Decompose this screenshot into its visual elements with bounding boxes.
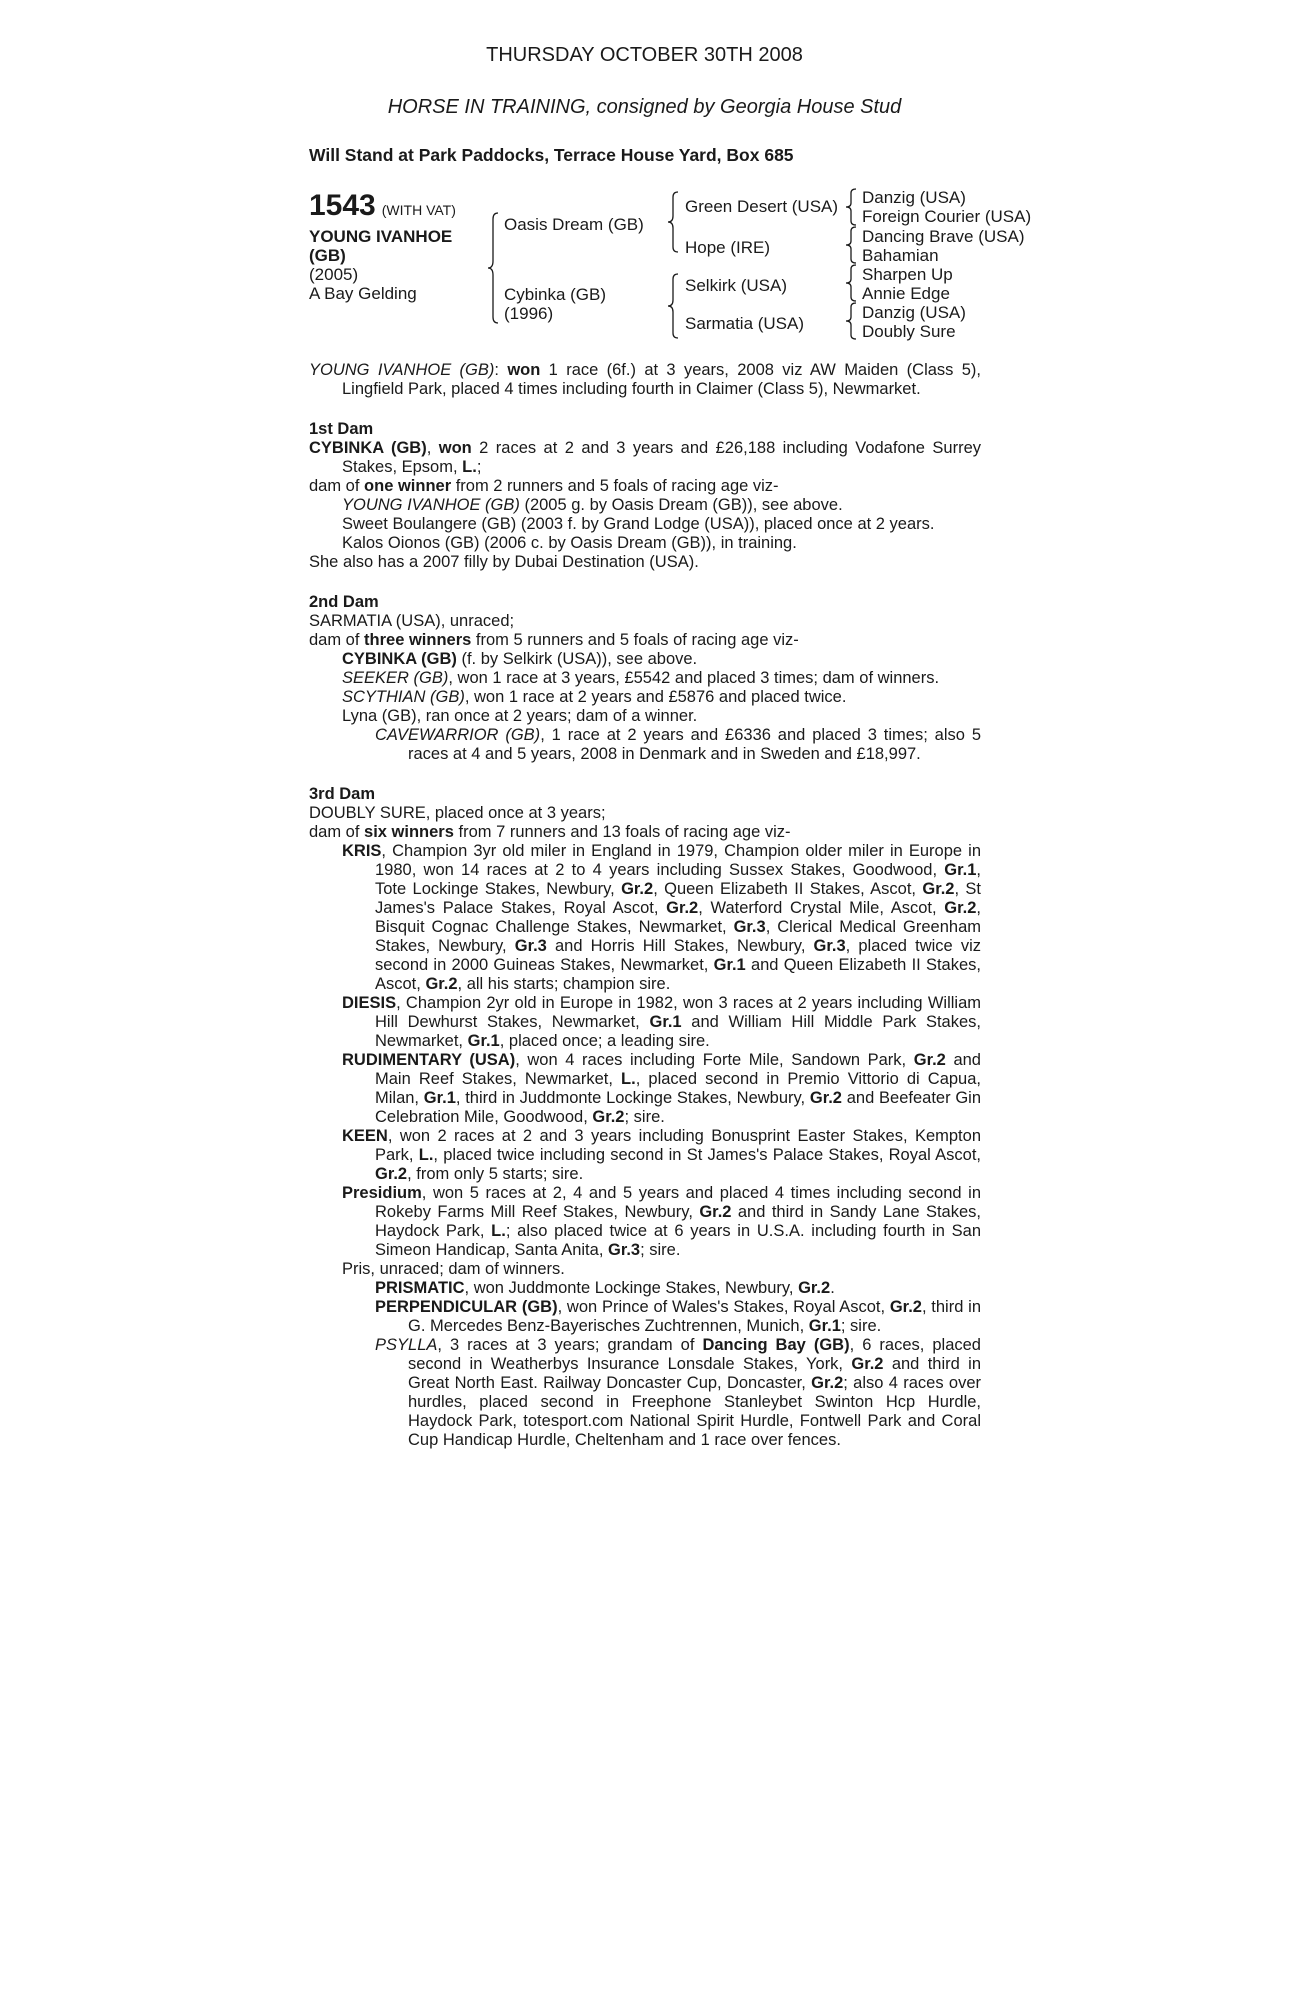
pedigree-sire-dam: Hope (IRE) (685, 238, 771, 257)
second-dam-grandfoal: CAVEWARRIOR (GB), 1 race at 2 years and £6336 and placed 3 times; also 5 races at 4 and 5 years, 2008 in Denmark and in Sweden and £18,997. (375, 726, 981, 763)
third-dam-foal-kris: KRIS, Champion 3yr old miler in England in 1979, Champion older miler in Europe in 1980, won 14 races at 2 to 4 years including Sussex Stakes, Goodwood, Gr.1, Tote Lockinge Stakes, Newbury, Gr.2, Queen Elizabeth II Stakes, Ascot, Gr.2, St James's Palace Stakes, Royal Ascot, Gr.2, Waterford Crystal Mile, Ascot, Gr.2, Bisquit Cognac Challenge Stakes, Newmarket, Gr.3, Clerical Medical Greenham Stakes, Newbury, Gr.3 and Horris Hill Stakes, Newbury, Gr.3, placed twice viz second in 2000 Guineas Stakes, Newmarket, Gr.1 and Queen Elizabeth II Stakes, Ascot, Gr.2, all his starts; champion sire. (342, 842, 981, 993)
pedigree-sire: Oasis Dream (GB) (504, 215, 644, 234)
lot-number (309, 190, 456, 226)
horse-name: YOUNG IVANHOE (309, 227, 453, 246)
pedigree-dam-sire: Selkirk (USA) (685, 276, 788, 295)
pedigree-g3-8: Doubly Sure (862, 322, 956, 341)
first-dam-record: CYBINKA (GB), won 2 races at 2 and 3 years and £26,188 including Vodafone Surrey Stakes, Epsom, L.; (309, 439, 981, 476)
second-dam-record: SARMATIA (USA), unraced; (309, 612, 515, 630)
first-dam-foal: YOUNG IVANHOE (GB) (2005 g. by Oasis Dream (GB)), see above. (342, 496, 843, 514)
first-dam-foal: Kalos Oionos (GB) (2006 c. by Oasis Dream (GB)), in training. (342, 534, 797, 552)
sale-date: THURSDAY OCTOBER 30TH 2008 (486, 44, 803, 66)
pedigree-g3-7: Danzig (USA) (862, 303, 966, 322)
horse-name-country: (GB) (309, 246, 346, 265)
stand-location: Will Stand at Park Paddocks, Terrace House Yard, Box 685 (309, 145, 794, 165)
first-dam-heading: 1st Dam (309, 420, 374, 438)
grandfoal-prismatic: PRISMATIC, won Juddmonte Lockinge Stakes, Newbury, Gr.2. (375, 1279, 835, 1297)
pedigree-g3-6: Annie Edge (862, 284, 950, 303)
pedigree-g3-2: Foreign Courier (USA) (862, 207, 1032, 226)
pedigree-bracket-g3-4 (846, 303, 858, 339)
pedigree-bracket-g3-2 (846, 227, 858, 263)
pedigree-bracket-main (488, 213, 500, 323)
pedigree-g3-4: Bahamian (862, 246, 939, 265)
pedigree-dam-dam: Sarmatia (USA) (685, 314, 805, 333)
horse-description: A Bay Gelding (309, 284, 417, 303)
third-dam-foal-pris: Pris, unraced; dam of winners. (342, 1260, 565, 1278)
grandfoal-psylla: PSYLLA, 3 races at 3 years; grandam of Dancing Bay (GB), 6 races, placed second in Weatherbys Insurance Lonsdale Stakes, York, Gr.2 and third in Great North East. Railway Doncaster Cup, Doncaster, Gr.2; also 4 races over hurdles, placed second in Freephone Stanleybet Swinton Hcp Hurdle, Haydock Park, totesport.com National Spirit Hurdle, Fontwell Park and Coral Cup Handicap Hurdle, Cheltenham and 1 race over fences. (375, 1336, 981, 1449)
pedigree-dam: Cybinka (GB) (504, 285, 607, 304)
pedigree-bracket-sire (668, 192, 680, 252)
pedigree-dam-year: (1996) (504, 304, 554, 323)
first-dam-note: She also has a 2007 filly by Dubai Destination (USA). (309, 553, 699, 571)
pedigree-g3-1: Danzig (USA) (862, 188, 966, 207)
pedigree-bracket-g3-3 (846, 265, 858, 301)
first-dam-foal: Sweet Boulangere (GB) (2003 f. by Grand Lodge (USA)), placed once at 2 years. (342, 515, 935, 533)
third-dam-foal-presidium: Presidium, won 5 races at 2, 4 and 5 years and placed 4 times including second in Rokeby Farms Mill Reef Stakes, Newbury, Gr.2 and third in Sandy Lane Stakes, Haydock Park, L.; also placed twice at 6 years in U.S.A. including fourth in San Simeon Handicap, Santa Anita, Gr.3; sire. (342, 1184, 981, 1259)
grandfoal-perpendicular: PERPENDICULAR (GB), won Prince of Wales's Stakes, Royal Ascot, Gr.2, third in G. Mercedes Benz-Bayerisches Zuchtrennen, Munich, Gr.1; sire. (375, 1298, 981, 1335)
third-dam-foal-rudimentary: RUDIMENTARY (USA), won 4 races including Forte Mile, Sandown Park, Gr.2 and Main Reef Stakes, Newmarket, L., placed second in Premio Vittorio di Capua, Milan, Gr.1, third in Juddmonte Lockinge Stakes, Newbury, Gr.2 and Beefeater Gin Celebration Mile, Goodwood, Gr.2; sire. (342, 1051, 982, 1126)
consignment-line: HORSE IN TRAINING, consigned by Georgia House Stud (387, 96, 902, 118)
vat-label: (WITH VAT) (381, 202, 456, 218)
second-dam-foal: SEEKER (GB), won 1 race at 3 years, £5542 and placed 3 times; dam of winners. (342, 669, 940, 687)
pedigree-g3-3: Dancing Brave (USA) (862, 227, 1025, 246)
second-dam-foal: Lyna (GB), ran once at 2 years; dam of a winner. (342, 707, 698, 725)
third-dam-foal-keen: KEEN, won 2 races at 2 and 3 years including Bonusprint Easter Stakes, Kempton Park, L., placed twice including second in St James's Palace Stakes, Royal Ascot, Gr.2, from only 5 starts; sire. (342, 1127, 981, 1183)
pedigree-notes (309, 361, 981, 1450)
race-record: YOUNG IVANHOE (GB): won 1 race (6f.) at 3 years, 2008 viz AW Maiden (Class 5), Lingfield Park, placed 4 times including fourth in Claimer (Class 5), Newmarket. (309, 361, 982, 398)
pedigree-g3-5: Sharpen Up (862, 265, 953, 284)
third-dam-produce-summary: dam of six winners from 7 runners and 13 foals of racing age viz- (309, 823, 791, 841)
third-dam-heading: 3rd Dam (309, 785, 376, 803)
second-dam-foal: SCYTHIAN (GB), won 1 race at 2 years and £5876 and placed twice. (342, 688, 847, 706)
pedigree-bracket-dam (668, 274, 680, 338)
second-dam-heading: 2nd Dam (309, 593, 379, 611)
third-dam-foal-diesis: DIESIS, Champion 2yr old in Europe in 1982, won 3 races at 2 years including William Hill Dewhurst Stakes, Newmarket, Gr.1 and William Hill Middle Park Stakes, Newmarket, Gr.1, placed once; a leading sire. (342, 994, 981, 1050)
lot-number-value: 1543 (309, 189, 376, 222)
pedigree-bracket-g3-1 (846, 189, 858, 225)
second-dam-foal: CYBINKA (GB) (f. by Selkirk (USA)), see above. (342, 650, 698, 668)
second-dam-produce-summary: dam of three winners from 5 runners and 5 foals of racing age viz- (309, 631, 799, 649)
first-dam-produce-summary: dam of one winner from 2 runners and 5 foals of racing age viz- (309, 477, 779, 495)
foaling-year: (2005) (309, 265, 359, 284)
third-dam-record: DOUBLY SURE, placed once at 3 years; (309, 804, 606, 822)
pedigree-sire-sire: Green Desert (USA) (685, 197, 839, 216)
